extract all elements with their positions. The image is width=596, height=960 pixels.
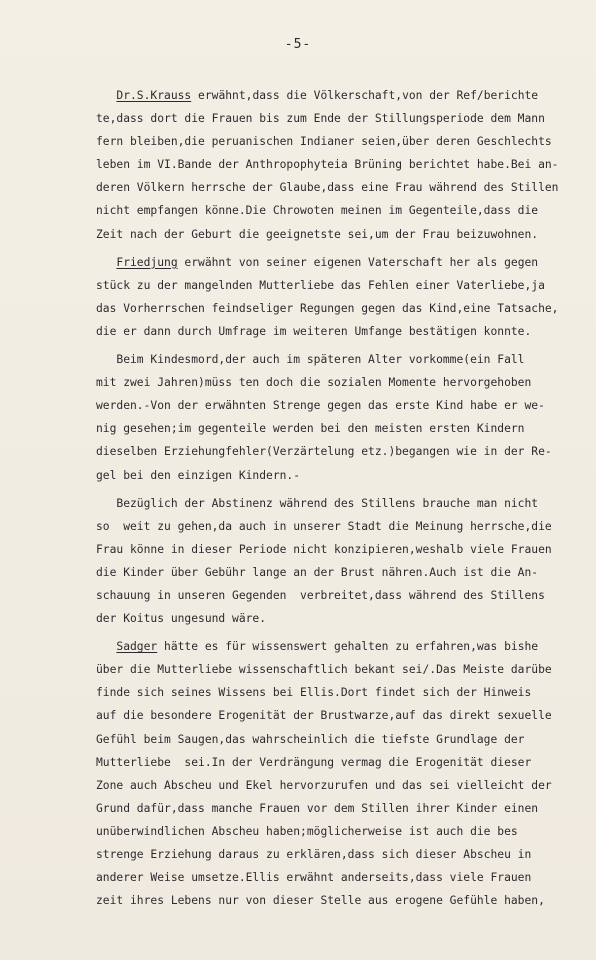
line-text: anderer Weise umsetze.Ellis erwähnt anderseits,dass viele Frauen <box>96 871 532 885</box>
line-text: erwähnt,dass die Völkerschaft,von der Ref/berichte <box>191 89 539 102</box>
text-line <box>96 153 593 176</box>
line-text: werden.-Von der erwähnten Strenge gegen das erste Kind habe er we- <box>96 399 545 413</box>
text-line <box>96 440 593 463</box>
line-text: fern bleiben,die peruanischen Indianer seien,über deren Geschlechts <box>96 135 552 149</box>
text-line <box>96 320 593 343</box>
line-text: Mutterliebe sei.In der Verdrängung vermag die Erogenität dieser <box>96 755 532 769</box>
line-text: Beim Kindesmord,der auch im späteren Alter vorkomme(ein Fall <box>96 353 525 367</box>
text-line <box>96 274 593 297</box>
indent <box>96 640 116 653</box>
line-text: die Kinder über Gebühr lange an der Brust nähren.Auch ist die An- <box>96 565 539 579</box>
text-line <box>96 107 593 130</box>
line-text: Frau könne in dieser Periode nicht konzipieren,weshalb viele Frauen <box>96 542 552 556</box>
speaker-name: Sadger <box>116 640 158 654</box>
text-line <box>96 704 593 727</box>
line-text: Grund dafür,dass manche Frauen vor dem Stillen ihrer Kinder einen <box>96 801 539 815</box>
line-text: Zone auch Abscheu und Ekel hervorzurufen und das sei vielleicht der <box>96 778 552 792</box>
text-line <box>96 751 593 774</box>
paragraph <box>96 635 593 912</box>
text-line <box>96 515 593 538</box>
text-line <box>96 728 593 751</box>
text-line <box>96 820 593 843</box>
line-text: hätte es für wissenswert gehalten zu erfahren,was bishe <box>157 640 539 654</box>
text-line <box>96 681 593 704</box>
text-line <box>96 130 593 153</box>
indent <box>96 256 116 269</box>
text-line <box>96 348 593 371</box>
line-text: gel bei den einzigen Kindern.- <box>96 468 301 482</box>
line-text: strenge Erziehung daraus zu erklären,dass sich dieser Abscheu in <box>96 848 532 861</box>
document-body <box>96 84 593 912</box>
paragraph <box>96 348 593 487</box>
line-text: auf die besondere Erogenität der Brustwarze,auf das direkt sexuelle <box>96 709 552 723</box>
line-text: leben im VI.Bande der Anthropophyteia Brüning berichtet habe.Bei an- <box>96 158 559 172</box>
text-line <box>96 584 593 607</box>
text-line <box>96 464 593 487</box>
paragraph <box>96 84 593 246</box>
line-text: te,dass dort die Frauen bis zum Ende der Stillungsperiode dem Mann <box>96 112 545 126</box>
text-line <box>96 297 593 320</box>
text-line <box>96 889 593 912</box>
text-line <box>96 866 593 889</box>
line-text: schauung in unseren Gegenden verbreitet,dass während des Stillens <box>96 588 545 602</box>
text-line <box>96 843 593 866</box>
text-line <box>96 417 593 440</box>
line-text: das Vorherrschen feindseliger Regungen gegen das Kind,eine Tatsache, <box>96 301 559 315</box>
text-line <box>96 251 593 274</box>
line-text: nig gesehen;im gegenteile werden bei den meisten ersten Kindern <box>96 422 525 436</box>
text-line <box>96 538 593 561</box>
line-text: die er dann durch Umfrage im weiteren Umfange bestätigen konnte. <box>96 324 532 338</box>
line-text: nicht empfangen könne.Die Chrowoten meinen im Gegenteile,dass die <box>96 204 539 218</box>
indent <box>96 89 116 102</box>
line-text: erwähnt von seiner eigenen Vaterschaft her als gegen <box>177 255 539 269</box>
text-line <box>96 176 593 199</box>
line-text: deren Völkern herrsche der Glaube,dass eine Frau während des Stillen <box>96 181 559 195</box>
line-text: über die Mutterliebe wissenschaftlich bekant sei/.Das Meiste darübe <box>96 663 552 677</box>
line-text: Bezüglich der Abstinenz während des Stillens brauche man nicht <box>96 496 539 510</box>
line-text: Zeit nach der Geburt die geeignetste sei,um der Frau beizuwohnen. <box>96 227 539 241</box>
text-line <box>96 394 593 417</box>
line-text: dieselben Erziehungfehler(Verzärtelung etz.)begangen wie in der Re- <box>96 445 552 459</box>
text-line <box>96 774 593 797</box>
speaker-name: Friedjung <box>116 255 178 269</box>
text-line <box>96 371 593 394</box>
line-text: Gefühl beim Saugen,das wahrscheinlich die tiefste Grundlage der <box>96 732 525 746</box>
text-line <box>96 223 593 246</box>
text-line <box>96 607 593 630</box>
speaker-name: Dr.S.Krauss <box>116 89 192 102</box>
line-text: finde sich seines Wissens bei Ellis.Dort findet sich der Hinweis <box>96 686 532 700</box>
text-line <box>96 635 593 658</box>
paragraph <box>96 251 593 343</box>
line-text: mit zwei Jahren)müss ten doch die sozialen Momente hervorgehoben <box>96 376 532 390</box>
line-text: der Koitus ungesund wäre. <box>96 612 267 626</box>
line-text: unüberwindlichen Abscheu haben;möglicherweise ist auch die bes <box>96 824 518 838</box>
line-text: so weit zu gehen,da auch in unserer Stadt die Meinung herrsche,die <box>96 519 552 533</box>
text-line <box>96 84 593 107</box>
text-line <box>96 561 593 584</box>
text-line <box>96 492 593 515</box>
text-line <box>96 199 593 222</box>
paragraph <box>96 492 593 631</box>
text-line <box>96 658 593 681</box>
text-line <box>96 797 593 820</box>
line-text: stück zu der mangelnden Mutterliebe das Fehlen einer Vaterliebe,ja <box>96 278 545 292</box>
page-number: -5- <box>284 37 312 52</box>
line-text: zeit ihres Lebens nur von dieser Stelle aus erogene Gefühle haben, <box>96 894 545 908</box>
